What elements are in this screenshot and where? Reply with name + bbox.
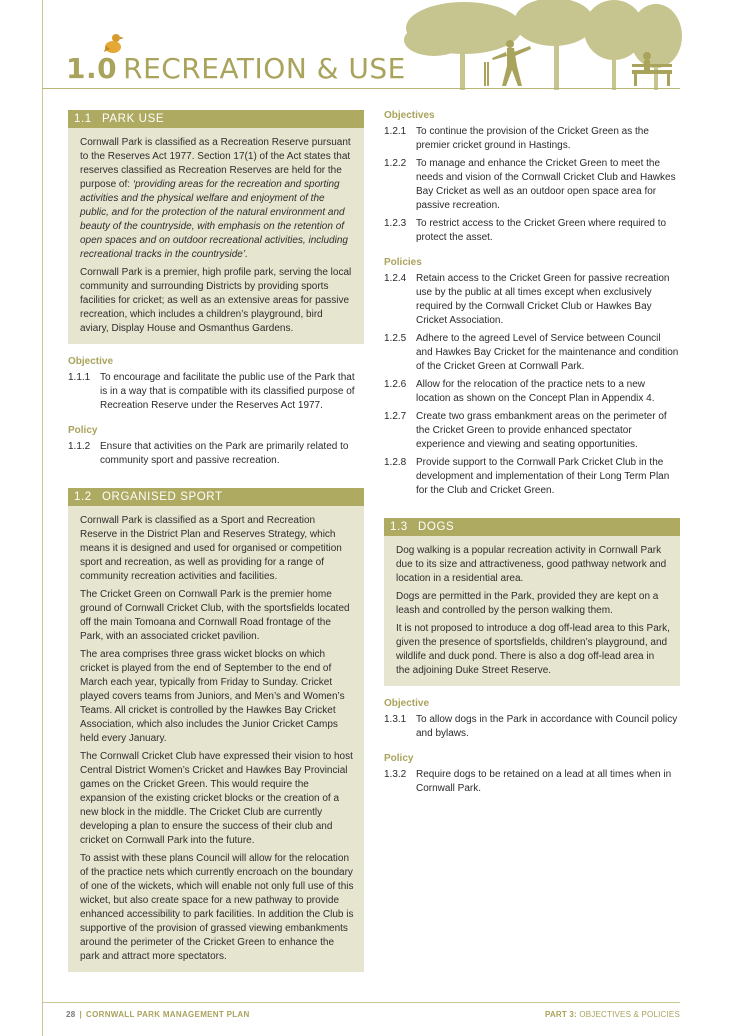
policies-heading: Policies <box>384 257 422 268</box>
chapter-title: RECREATION & USE <box>123 52 406 85</box>
list-item <box>384 332 680 374</box>
item-text: To allow dogs in the Park in accordance with Council policy and bylaws. <box>416 714 678 739</box>
list-item <box>384 217 680 245</box>
list-item <box>384 378 680 406</box>
list-item <box>384 713 680 741</box>
park-use-paragraph: Cornwall Park is a premier, high profile park, serving the local community and surrounding Districts by providing sports facilities for cricket; as well as an extensive areas for passive recreation, which includes a children’s playground, bird aviary, Display House and Osmanthus Gardens. <box>80 267 352 334</box>
footer-separator: | <box>79 1010 83 1019</box>
section-title: DOGS <box>418 521 455 533</box>
section-header-organised-sport <box>68 488 364 506</box>
objectives-heading: Objectives <box>384 110 435 121</box>
item-number: 1.3.1 <box>384 714 407 725</box>
footer-left <box>66 1010 250 1019</box>
list-item <box>384 272 680 328</box>
section-number: 1.3 <box>390 521 408 533</box>
dogs-paragraph: It is not proposed to introduce a dog off-lead area to this Park, given the presence of sportsfields, children’s playground, and wildlife and duck pond. There is also a dog off-lead area in the adjoining Duke Street Reserve. <box>396 623 670 676</box>
item-number: 1.1.2 <box>68 441 91 452</box>
item-number: 1.2.1 <box>384 126 407 137</box>
list-item <box>68 440 364 468</box>
part-label: PART 3: <box>544 1010 577 1019</box>
item-text: To continue the provision of the Cricket Green as the premier cricket ground in Hastings. <box>416 126 649 151</box>
item-text: Ensure that activities on the Park are primarily related to community sport and passive recreation. <box>100 441 349 466</box>
park-use-box <box>68 128 364 344</box>
item-text: To restrict access to the Cricket Green where required to protect the asset. <box>416 218 667 243</box>
item-number: 1.2.4 <box>384 273 407 284</box>
list-item <box>384 456 680 498</box>
item-number: 1.2.8 <box>384 457 407 468</box>
organised-sport-paragraph: The Cricket Green on Cornwall Park is the premier home ground of Cornwall Cricket Club, with the sportsfields located off the main Tomoana and Cornwall Road frontage of the Park, with an associated cricket pavilion. <box>80 589 350 642</box>
organised-sport-paragraph: To assist with these plans Council will allow for the relocation of the practice nets which currently encroach on the boundary of one of the wickets, which will enable not only full use of this wicket, but also create space for a new pathway to provide enhanced accessibility to park facilities. In addition the Club is supportive of the provision of grassed viewing embankments around the perimeter of the Cricket Green to enhance the park and attract more spectators. <box>80 853 354 962</box>
item-text: Create two grass embankment areas on the perimeter of the Cricket Green to provide enhanced spectator experience and viewing and seating opportunities. <box>416 411 667 450</box>
section-header-dogs <box>384 518 680 536</box>
item-number: 1.2.7 <box>384 411 407 422</box>
list-item <box>384 768 680 796</box>
item-text: Require dogs to be retained on a lead at all times when in Cornwall Park. <box>416 769 672 794</box>
reserves-act-quote: ‘providing areas for the recreation and sporting activities and the physical welfare and enjoyment of the public, and for the protection of the natural environment and beauty of the countryside, with emphasis on the retention of open spaces and on outdoor recreational activities, including recreational tracks in the countryside’. <box>80 179 348 260</box>
section-header-park-use <box>68 110 364 128</box>
list-item <box>68 371 364 413</box>
organised-sport-paragraph: The area comprises three grass wicket blocks on which cricket is played from the end of September to the end of March each year, typically from Friday to Sunday. Cricket played covers teams from Juniors, and Men’s and Women’s Teams. All cricket is controlled by the Hawkes Bay Cricket Association, which also includes the Junior Cricket Camps held every January. <box>80 649 345 744</box>
item-number: 1.2.6 <box>384 379 407 390</box>
item-number: 1.1.1 <box>68 372 91 383</box>
header-rule <box>42 88 680 89</box>
organised-sport-paragraph: Cornwall Park is classified as a Sport and Recreation Reserve in the District Plan and Reserves Strategy, which means it is designed and used for organised or competition sport and recreation, as well as providing for a range of community recreation activities and facilities. <box>80 515 342 582</box>
section-number: 1.2 <box>74 491 92 503</box>
policy-heading: Policy <box>384 753 414 764</box>
item-number: 1.3.2 <box>384 769 407 780</box>
list-item <box>384 125 680 153</box>
footer-right <box>540 1010 680 1019</box>
chapter-number: 1.0 <box>66 52 118 85</box>
right-column <box>384 110 680 800</box>
left-column <box>68 110 364 972</box>
footer-rule <box>42 1002 680 1003</box>
section-title: ORGANISED SPORT <box>102 491 223 503</box>
organised-sport-paragraph: The Cornwall Cricket Club have expressed their vision to host Central District Women’s Cricket and Hawkes Bay Provincial games on the Cricket Green. This would require the expansion of the existing cricket blocks or the creation of a new block in the middle. The Cricket Club are currently developing a plan to ensure the success of their club and cricket on Cornwall Park into the future. <box>80 751 353 846</box>
item-text: To manage and enhance the Cricket Green to meet the needs and vision of the Cornwall Cricket Club and Hawkes Bay Cricket as well as an outdoor open space area for passive recreation. <box>416 158 676 211</box>
item-text: Retain access to the Cricket Green for passive recreation use by the public at all times except when exclusively required by the Cornwall Cricket Club or Hawkes Bay Cricket Association. <box>416 273 670 326</box>
page-margin-rule <box>42 0 43 1036</box>
item-number: 1.2.2 <box>384 158 407 169</box>
dogs-paragraph: Dogs are permitted in the Park, provided they are kept on a leash and controlled by the person walking them. <box>396 591 659 616</box>
section-title: PARK USE <box>102 113 165 125</box>
page-title <box>66 52 406 85</box>
park-use-paragraph <box>80 136 354 262</box>
list-item <box>384 410 680 452</box>
part-title: OBJECTIVES & POLICIES <box>579 1010 680 1019</box>
item-text: Provide support to the Cornwall Park Cricket Club in the development and implementation of their Long Term Plan for the Club and Cricket Green. <box>416 457 670 496</box>
page-number: 28 <box>66 1010 76 1019</box>
item-text: Allow for the relocation of the practice nets to a new location as shown on the Concept Plan in Appendix 4. <box>416 379 655 404</box>
dogs-paragraph: Dog walking is a popular recreation activity in Cornwall Park due to its size and attractiveness, good pathway network and location in a residential area. <box>396 545 667 584</box>
dogs-box <box>384 536 680 686</box>
objective-heading: Objective <box>384 698 430 709</box>
trees-cricketer-bench-illustration <box>404 0 684 92</box>
list-item <box>384 157 680 213</box>
item-text: Adhere to the agreed Level of Service between Council and Hawkes Bay Cricket for the maintenance and condition of the Cricket Green at Cornwall Park. <box>416 333 679 372</box>
objective-heading: Objective <box>68 356 114 367</box>
para-text: Cornwall Park is classified as a Recreation Reserve pursuant to the Reserves Act 1977. Section 17(1) of the Act states that reserves classified as Recreation Reserves are held for the purpose of: <box>80 137 351 190</box>
document-title: CORNWALL PARK MANAGEMENT PLAN <box>86 1010 250 1019</box>
item-text: To encourage and facilitate the public use of the Park that is in a way that is compatible with its classified purpose of Recreation Reserve under the Reserves Act 1977. <box>100 372 355 411</box>
section-number: 1.1 <box>74 113 92 125</box>
item-number: 1.2.5 <box>384 333 407 344</box>
item-number: 1.2.3 <box>384 218 407 229</box>
organised-sport-box <box>68 506 364 972</box>
policy-heading: Policy <box>68 425 98 436</box>
